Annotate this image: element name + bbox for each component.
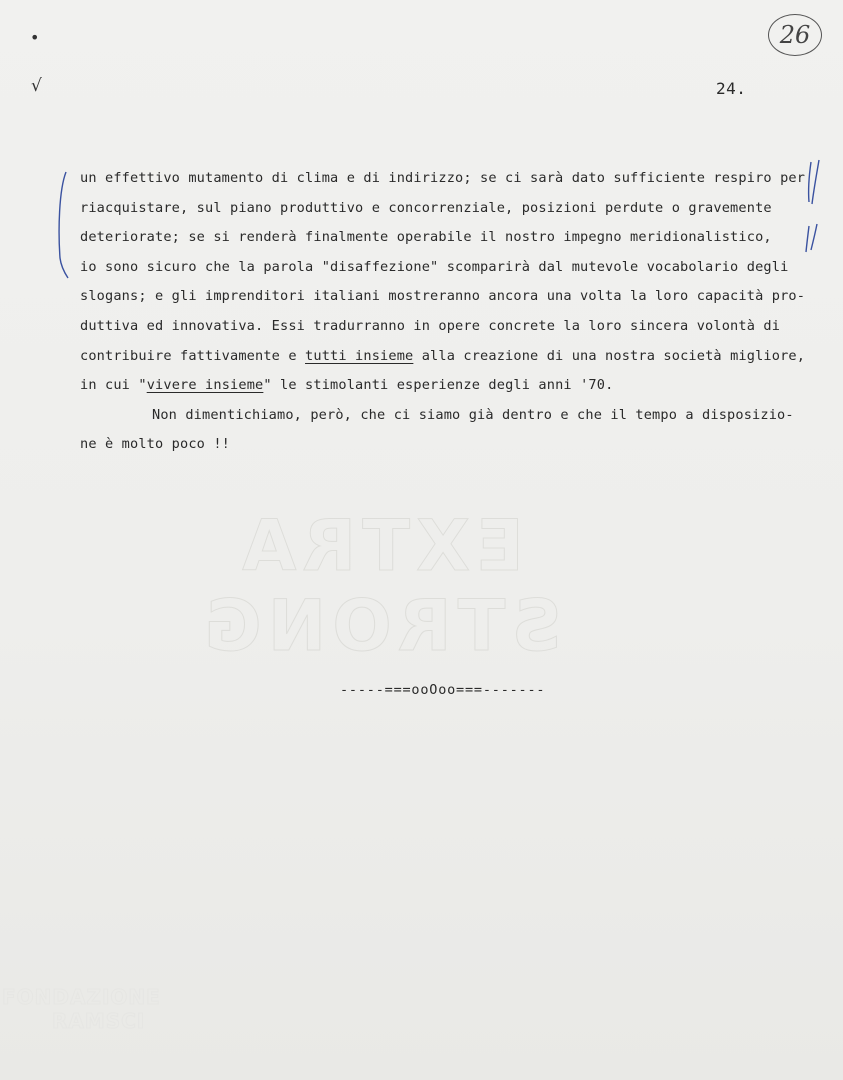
page-number: 24.: [716, 79, 747, 98]
text-line: ne è molto poco !!: [80, 436, 231, 453]
underlined-phrase: vivere insieme: [146, 377, 264, 394]
text-line: [80, 371, 805, 401]
paper-watermark: EXTRA STRONG: [198, 505, 562, 667]
text-line: duttiva ed innovativa. Essi tradurranno in opere concrete la loro sincera volontà di: [80, 317, 781, 334]
text-segment: alla creazione di una nostra società migliore,: [413, 347, 806, 364]
text-line: slogans; e gli imprenditori italiani mostreranno ancora una volta la loro capacità pro-: [80, 288, 806, 305]
handwritten-bracket-icon: [56, 170, 70, 280]
text-line: io sono sicuro che la parola "disaffezione" scomparirà dal mutevole vocabolario degli: [80, 258, 789, 275]
text-line: riacquistare, sul piano produttivo e concorrenziale, posizioni perdute o gravemente: [80, 199, 772, 216]
underlined-phrase: tutti insieme: [305, 347, 414, 364]
text-segment: in cui ": [80, 377, 147, 394]
logo-line: FONDAZIONE: [2, 985, 161, 1009]
margin-check-mark: √: [31, 76, 42, 96]
margin-bullet-mark: •: [30, 28, 40, 47]
text-line: Non dimentichiamo, però, che ci siamo già dentro e che il tempo a disposizio-: [152, 406, 794, 423]
text-line: [80, 342, 805, 372]
closing-separator: -----===ooOoo===-------: [340, 682, 546, 698]
text-segment: contribuire fattivamente e: [80, 347, 306, 364]
archive-number-circled: 26: [768, 14, 822, 56]
text-line: un effettivo mutamento di clima e di indirizzo; se ci sarà dato sufficiente respiro per: [80, 170, 806, 186]
foundation-logo-watermark: [2, 985, 212, 1033]
logo-line: RAMSCI: [52, 1009, 146, 1033]
text-segment: " le stimolanti esperienze degli anni '70.: [263, 377, 614, 394]
body-text: [80, 164, 805, 460]
text-line: deteriorate; se si renderà finalmente operabile il nostro impegno meridionalistico,: [80, 229, 772, 246]
